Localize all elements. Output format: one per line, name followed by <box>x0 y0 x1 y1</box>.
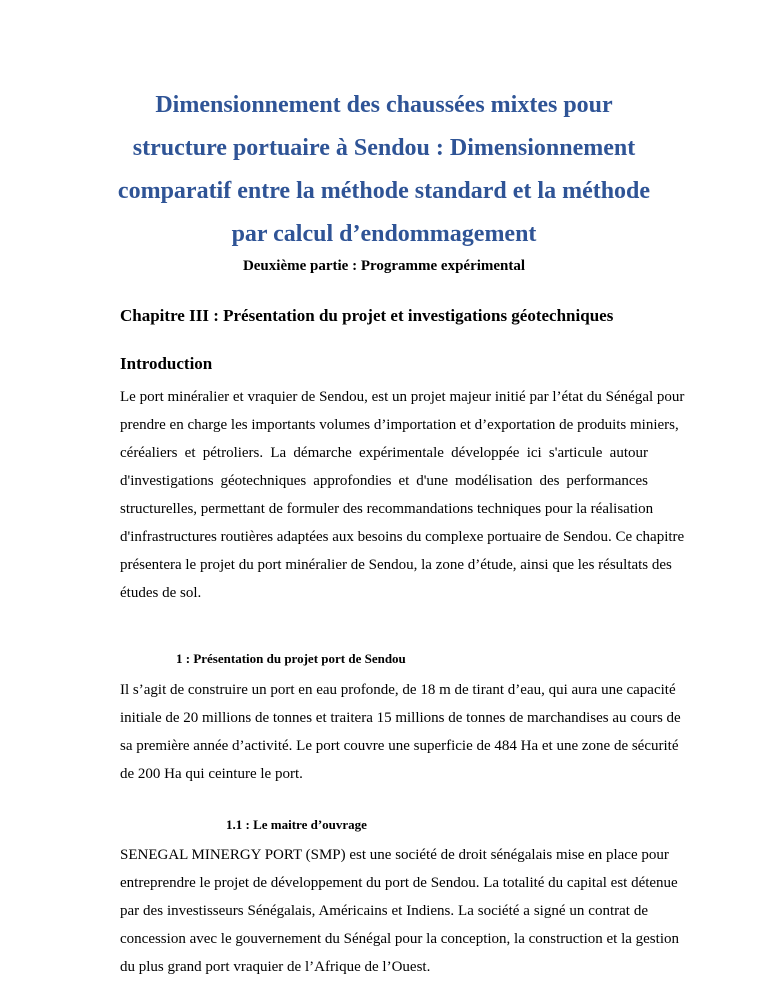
text-line: structurelles, permettant de formuler des recommandations techniques pour la réalisation <box>120 501 654 517</box>
section-1-1-paragraph <box>120 841 679 981</box>
text-line: par des investisseurs Sénégalais, Américains et Indiens. La société a signé un contrat de <box>120 903 648 919</box>
title-line: Dimensionnement des chaussées mixtes pour <box>155 92 613 118</box>
text-line: présentera le projet du port minéralier de Sendou, la zone d’étude, ainsi que les résultats des <box>120 557 672 573</box>
part-heading: Deuxième partie : Programme expérimental <box>242 258 526 274</box>
intro-paragraph <box>120 383 685 607</box>
text-line: concession avec le gouvernement du Sénégal pour la conception, la construction et la gestion <box>120 931 679 947</box>
chapter-heading: Chapitre III : Présentation du projet et investigations géotechniques <box>120 306 614 325</box>
text-line: d'infrastructures routières adaptées aux besoins du complexe portuaire de Sendou. Ce chapitre <box>120 529 685 545</box>
text-line: sa première année d’activité. Le port couvre une superficie de 484 Ha et une zone de sécurité <box>120 738 679 754</box>
text-line: céréaliers et pétroliers. La démarche expérimentale développée ici s'articule autour <box>120 445 648 461</box>
section-1-heading: 1 : Présentation du projet port de Sendou <box>176 651 406 666</box>
title-line: structure portuaire à Sendou : Dimensionnement <box>132 135 636 161</box>
text-line: de 200 Ha qui ceinture le port. <box>120 766 303 782</box>
text-line: Le port minéralier et vraquier de Sendou, est un projet majeur initié par l’état du Sénégal pour <box>120 389 685 405</box>
text-line: prendre en charge les importants volumes d’importation et d’exportation de produits miniers, <box>120 417 679 433</box>
intro-heading: Introduction <box>120 354 213 373</box>
title-line: comparatif entre la méthode standard et la méthode <box>117 178 651 204</box>
text-line: du plus grand port vraquier de l’Afrique de l’Ouest. <box>120 959 431 975</box>
text-line: études de sol. <box>120 585 202 601</box>
text-line: SENEGAL MINERGY PORT (SMP) est une société de droit sénégalais mise en place pour <box>120 847 669 863</box>
text-line: Il s’agit de construire un port en eau profonde, de 18 m de tirant d’eau, qui aura une capacité <box>120 682 676 698</box>
section-1-paragraph <box>120 676 681 788</box>
text-line: entreprendre le projet de développement du port de Sendou. La totalité du capital est détenue <box>120 875 678 891</box>
section-1-1-heading: 1.1 : Le maitre d’ouvrage <box>226 817 367 832</box>
text-line: d'investigations géotechniques approfondies et d'une modélisation des performances <box>120 473 648 489</box>
document-title <box>60 84 708 256</box>
text-line: initiale de 20 millions de tonnes et traitera 15 millions de tonnes de marchandises au cours de <box>120 710 681 726</box>
title-line: par calcul d’endommagement <box>231 221 537 247</box>
